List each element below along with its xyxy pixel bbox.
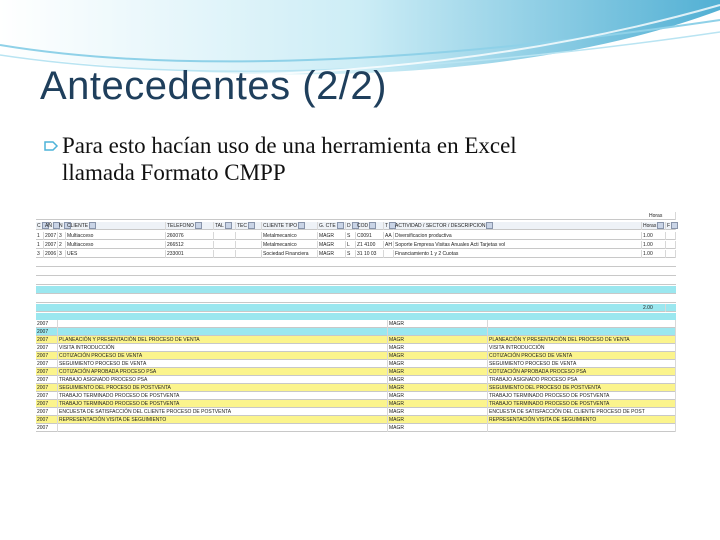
cell-gcte: MAGR — [388, 376, 488, 384]
blank-row — [36, 268, 676, 276]
cell-year: 2007 — [36, 424, 58, 432]
cell-tipo: Metalmecanico — [262, 232, 318, 240]
cell-descripcion: COTIZACIÓN PROCESO DE VENTA — [58, 352, 388, 360]
blank-row — [36, 295, 676, 303]
filter-dropdown-icon[interactable] — [225, 222, 232, 229]
cell-gcte: MAGR — [388, 384, 488, 392]
cell-cliente: Multiacceso — [66, 241, 166, 249]
column-header[interactable]: TELEFONO — [166, 222, 214, 230]
cell-year: 2007 — [45, 242, 57, 248]
cyan-total-row — [36, 304, 676, 312]
column-header[interactable]: TEC — [236, 222, 262, 230]
cell-c: 1 — [36, 241, 44, 249]
cell-descripcion: PLANEACIÓN Y PRESENTACIÓN DEL PROCESO DE VENTA — [58, 336, 388, 344]
cell-gcte: MAGR — [388, 400, 488, 408]
filter-dropdown-icon[interactable] — [298, 222, 305, 229]
cell-cliente: UES — [66, 250, 166, 258]
list-row — [36, 328, 676, 336]
column-header[interactable]: Horas — [642, 222, 666, 230]
cell-n: 3 — [58, 250, 66, 258]
cell-descripcion: TRABAJO TERMINADO PROCESO DE POSTVENTA — [58, 392, 388, 400]
list-row — [36, 344, 676, 352]
column-header[interactable]: F — [666, 222, 676, 230]
cell-gcte: MAGR — [388, 416, 488, 424]
column-header[interactable]: CLIENTE — [66, 222, 166, 230]
cell-empty — [236, 241, 262, 249]
column-header[interactable]: C — [36, 222, 44, 230]
cell-year: 2007 — [36, 408, 58, 416]
cell-year: 2007 — [36, 360, 58, 368]
cell-n: 2 — [58, 241, 66, 249]
list-row — [36, 336, 676, 344]
data-row — [36, 232, 676, 240]
cell-t — [384, 250, 394, 258]
cell-c: 1 — [36, 232, 44, 240]
cell-descripcion — [58, 424, 388, 432]
column-header[interactable]: G. CTE — [318, 222, 346, 230]
cell-empty — [236, 250, 262, 258]
cell-actividad — [488, 424, 676, 432]
filter-dropdown-icon[interactable] — [195, 222, 202, 229]
cell-empty — [214, 250, 236, 258]
list-row — [36, 368, 676, 376]
bullet-text-line1: Para esto hacían uso de una herramienta en Excel — [62, 133, 517, 158]
list-row — [36, 416, 676, 424]
cell-empty — [236, 232, 262, 240]
cell-cod: Z1 4100 — [356, 241, 384, 249]
cell-descripcion: COTIZACIÓN APROBADA PROCESO PSA — [58, 368, 388, 376]
cell-gcte: MAGR — [318, 250, 346, 258]
cell-actividad: PLANEACIÓN Y PRESENTACIÓN DEL PROCESO DE VENTA — [488, 336, 676, 344]
list-row — [36, 320, 676, 328]
filter-dropdown-icon[interactable] — [248, 222, 255, 229]
horas-top-label: Horas — [648, 212, 676, 220]
list-row — [36, 408, 676, 416]
bullet-icon — [44, 139, 60, 153]
cell-horas: 1.00 — [642, 250, 666, 258]
cell-empty — [666, 250, 676, 258]
sheet-top-label-row — [36, 212, 676, 220]
cell-year: 2007 — [36, 344, 58, 352]
cell-descripcion: TRABAJO ASIGNADO PROCESO PSA — [58, 376, 388, 384]
list-row — [36, 384, 676, 392]
cell-descripcion — [58, 328, 388, 336]
cell-year: 2007 — [36, 400, 58, 408]
cell-tipo: Metalmecanico — [262, 241, 318, 249]
cell-descripcion: SEGUIMIENTO PROCESO DE VENTA — [58, 360, 388, 368]
cell-tipo: Sociedad Financiera — [262, 250, 318, 258]
cell-year: 2007 — [36, 336, 58, 344]
cell-actividad: Diversificacion productiva — [394, 232, 642, 240]
filter-dropdown-icon[interactable] — [89, 222, 96, 229]
bullet-point — [44, 132, 684, 186]
cell-descripcion: REPRESENTACIÓN VISITA DE SEGUIMIENTO — [58, 416, 388, 424]
header-row — [36, 222, 676, 230]
column-header[interactable]: TAL — [214, 222, 236, 230]
cell-gcte: MAGR — [388, 352, 488, 360]
cell-actividad: Financiamiento 1 y 2 Cuotas — [394, 250, 642, 258]
cell-descripcion: VISITA INTRODUCCIÓN — [58, 344, 388, 352]
list-row — [36, 360, 676, 368]
cell-horas: 1.00 — [642, 232, 666, 240]
list-row — [36, 424, 676, 432]
cell-cliente: Multiacceso — [66, 232, 166, 240]
cell-year: 2007 — [36, 376, 58, 384]
cell-cod: 31 10 03 — [356, 250, 384, 258]
cell-c: 3 — [36, 250, 44, 258]
cell-actividad: SEGUIMIENTO PROCESO DE VENTA — [488, 360, 676, 368]
cell-actividad: Soporte Empresa Visitas Anuales Acti Tarjetas vol — [394, 241, 642, 249]
column-header[interactable]: ACTIVIDAD / SECTOR / DESCRIPCION — [394, 222, 642, 230]
excel-spreadsheet — [36, 212, 676, 431]
cell-d: L — [346, 241, 356, 249]
cell-t: AA — [384, 232, 394, 240]
cell-actividad: TRABAJO TERMINADO PROCESO DE POSTVENTA — [488, 400, 676, 408]
cell-year: 2007 — [45, 233, 57, 239]
cell-gcte: MAGR — [318, 241, 346, 249]
filter-dropdown-icon[interactable] — [657, 222, 664, 229]
blank-row — [36, 259, 676, 267]
column-header[interactable]: D — [346, 222, 356, 230]
list-row — [36, 400, 676, 408]
cell-gcte: MAGR — [388, 320, 488, 328]
blank-row — [36, 277, 676, 285]
column-header[interactable]: N — [58, 222, 66, 230]
cell-d: S — [346, 232, 356, 240]
cell-actividad — [488, 320, 676, 328]
cell-year: 2007 — [36, 352, 58, 360]
cell-descripcion — [58, 320, 388, 328]
cell-descripcion: SEGUIMIENTO DEL PROCESO DE POSTVENTA — [58, 384, 388, 392]
column-header[interactable]: AÑ — [44, 222, 58, 230]
cell-actividad: TRABAJO ASIGNADO PROCESO PSA — [488, 376, 676, 384]
cell-descripcion: TRABAJO TERMINADO PROCESO DE POSTVENTA — [58, 400, 388, 408]
cell-horas-total: 2.00 — [642, 304, 666, 312]
cell-gcte — [388, 328, 488, 336]
cell-gcte: MAGR — [388, 368, 488, 376]
cell-gcte: MAGR — [388, 392, 488, 400]
cell-gcte: MAGR — [388, 344, 488, 352]
cell-telefono: 266512 — [166, 241, 214, 249]
list-row — [36, 352, 676, 360]
filter-dropdown-icon[interactable] — [337, 222, 344, 229]
cell-actividad: ENCUESTA DE SATISFACCIÓN DEL CLIENTE PROCESO DE POST — [488, 408, 676, 416]
cell-year: 2007 — [36, 320, 58, 328]
bullet-text-line2: llamada Formato CMPP — [62, 160, 286, 185]
cell-gcte: MAGR — [318, 232, 346, 240]
cell-year: 2007 — [36, 328, 58, 336]
cell-actividad — [488, 328, 676, 336]
cell-actividad: TRABAJO TERMINADO PROCESO DE POSTVENTA — [488, 392, 676, 400]
cell-telefono: 233001 — [166, 250, 214, 258]
cell-year: 2007 — [36, 392, 58, 400]
cell-cod: C0091 — [356, 232, 384, 240]
data-row — [36, 241, 676, 249]
cell-actividad: SEGUIMIENTO DEL PROCESO DE POSTVENTA — [488, 384, 676, 392]
cell-empty — [214, 241, 236, 249]
cell-descripcion: ENCUESTA DE SATISFACCIÓN DEL CLIENTE PROCESO DE POSTVENTA — [58, 408, 388, 416]
filter-dropdown-icon[interactable] — [369, 222, 376, 229]
data-row — [36, 250, 676, 258]
cell-horas: 1.00 — [642, 241, 666, 249]
cell-actividad: VISITA INTRODUCCIÓN — [488, 344, 676, 352]
cell-empty — [666, 241, 676, 249]
list-row — [36, 376, 676, 384]
cell-empty — [214, 232, 236, 240]
cyan-row — [36, 286, 676, 294]
cell-t: AH — [384, 241, 394, 249]
cell-year: 2007 — [36, 384, 58, 392]
cell-year: 2007 — [36, 368, 58, 376]
cell-actividad: COTIZACIÓN PROCESO DE VENTA — [488, 352, 676, 360]
cell-actividad: REPRESENTACIÓN VISITA DE SEGUIMIENTO — [488, 416, 676, 424]
cell-gcte: MAGR — [388, 336, 488, 344]
filter-dropdown-icon[interactable] — [486, 222, 493, 229]
cell-year: 2006 — [45, 251, 57, 257]
cell-gcte: MAGR — [388, 408, 488, 416]
cell-d: S — [346, 250, 356, 258]
list-row — [36, 392, 676, 400]
cell-telefono: 260076 — [166, 232, 214, 240]
column-header[interactable]: CLIENTE TIPO — [262, 222, 318, 230]
cell-empty — [666, 232, 676, 240]
cell-gcte: MAGR — [388, 360, 488, 368]
cell-actividad: COTIZACIÓN APROBADA PROCESO PSA — [488, 368, 676, 376]
filter-dropdown-icon[interactable] — [671, 222, 678, 229]
slide-title: Antecedentes (2/2) — [40, 64, 387, 108]
cell-year: 2007 — [36, 416, 58, 424]
cell-gcte: MAGR — [388, 424, 488, 432]
cell-n: 3 — [58, 232, 66, 240]
column-header[interactable]: T — [384, 222, 394, 230]
column-header[interactable]: COD — [356, 222, 384, 230]
